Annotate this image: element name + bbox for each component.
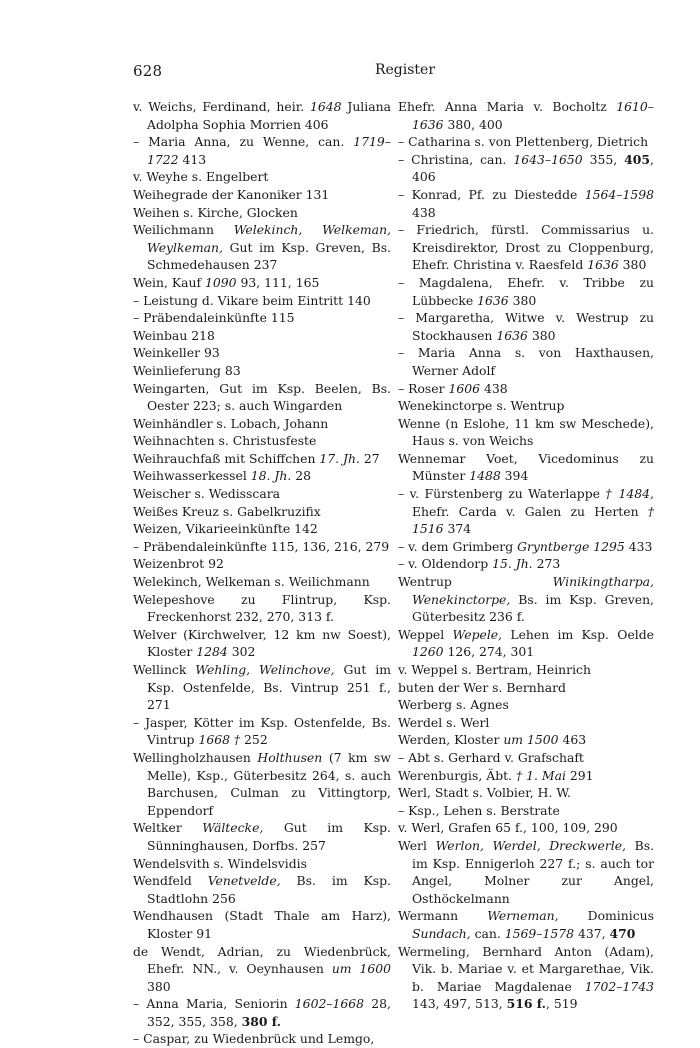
- entry-text: can.: [470, 925, 505, 941]
- entry-text: 1602–1668: [294, 996, 365, 1012]
- entry-text: 28, 352, 355, 358,: [147, 996, 391, 1029]
- index-entry: [398, 696, 654, 714]
- entry-text: Gryntberge 1295: [517, 538, 625, 554]
- index-entry: [398, 714, 654, 732]
- entry-text: Ehefr. Carda v. Galen zu Herten: [412, 503, 648, 519]
- entry-text: – Magdalena, Ehefr. v. Tribbe zu Lübbecke: [398, 274, 654, 308]
- entry-text: v. Weichs, Ferdinand, heir.: [133, 99, 310, 114]
- index-entry: [133, 872, 391, 907]
- entry-text: Dominicus: [558, 908, 654, 924]
- index-entry: [133, 1030, 391, 1048]
- entry-text: – Catharina s. von Plettenberg, Dietrich: [398, 134, 649, 150]
- entry-text: 437,: [574, 925, 610, 941]
- entry-text: – Maria Anna s. von Haxthausen, Werner Adolf: [398, 345, 654, 378]
- index-entry: [398, 133, 654, 151]
- entry-text: Werlon, Werdel, Dreckwerle,: [435, 837, 626, 853]
- index-entry: [398, 819, 654, 837]
- entry-text: Weingarten, Gut im Ksp. Beelen, Bs. Oester 223; s. auch Wingarden: [133, 380, 391, 414]
- entry-text: Weltker: [133, 820, 203, 836]
- entry-text: 1643–1650: [513, 151, 583, 167]
- index-entry: [133, 133, 391, 168]
- entry-text: † 1516: [412, 503, 654, 537]
- entry-text: Gut im Ksp. Greven, Bs. Schmedehausen 237: [147, 239, 391, 273]
- entry-text: 126, 274, 301: [443, 644, 535, 660]
- entry-text: 380 f.: [241, 1013, 281, 1029]
- index-entry: [398, 784, 654, 802]
- entry-text: Ehefr. Anna Maria v. Bocholtz: [398, 99, 617, 114]
- entry-text: 1610–1636: [412, 99, 654, 132]
- index-entry: [398, 749, 654, 767]
- index-column-left: [133, 98, 391, 1048]
- entry-text: Werl, Stadt s. Volbier, H. W.: [398, 785, 571, 801]
- entry-text: – Caspar, zu Wiedenbrück und Lemgo,: [133, 1031, 375, 1047]
- entry-text: 252: [244, 732, 268, 748]
- index-entry: [133, 327, 391, 345]
- entry-text: Weihnachten s. Christusfeste: [133, 433, 317, 449]
- entry-text: – v. Fürstenberg zu Waterlappe: [398, 486, 606, 502]
- entry-text: Sundach,: [412, 925, 471, 941]
- entry-text: Wendfeld: [133, 873, 208, 889]
- entry-text: Gut im Ksp. Sünninghausen, Dorfbs. 257: [147, 820, 391, 853]
- entry-text: 380: [618, 257, 647, 273]
- index-entry: [398, 573, 654, 626]
- entry-text: Weischer s. Wedisscara: [133, 486, 281, 502]
- entry-text: † 1484,: [605, 486, 654, 502]
- entry-text: 273: [532, 556, 561, 572]
- entry-text: Venetvelde,: [207, 873, 281, 889]
- entry-text: v. Weyhe s. Engelbert: [133, 169, 269, 185]
- index-entry: [133, 714, 391, 749]
- entry-text: 380: [527, 327, 556, 343]
- entry-text: – v. dem Grimberg: [398, 538, 518, 554]
- index-entry: [133, 467, 391, 485]
- entry-text: Lehen im Ksp. Oelde: [502, 626, 655, 642]
- entry-text: – Ksp., Lehen s. Berstrate: [398, 802, 560, 818]
- entry-text: 291: [565, 767, 594, 783]
- entry-text: Welekinch, Welkeman s. Weilichmann: [133, 574, 370, 590]
- entry-text: Welekinch, Welkeman, Weylkeman,: [147, 222, 391, 255]
- index-entry: [398, 151, 654, 186]
- entry-text: – Abt s. Gerhard v. Grafschaft: [398, 749, 584, 765]
- index-entry: [398, 555, 654, 573]
- entry-text: 1488: [469, 468, 501, 484]
- entry-text: 394: [500, 468, 529, 484]
- entry-text: – Präbendaleinkünfte 115, 136, 216, 279: [133, 538, 390, 554]
- entry-text: Weinlieferung 83: [133, 362, 241, 378]
- entry-text: Weinkeller 93: [133, 345, 220, 361]
- entry-text: 1648: [310, 99, 342, 114]
- entry-text: Weihwasserkessel: [133, 468, 251, 484]
- entry-text: – Roser: [398, 380, 449, 396]
- entry-text: 17. Jh.: [319, 450, 360, 466]
- entry-text: 93, 111, 165: [236, 274, 320, 290]
- index-entry: [398, 802, 654, 820]
- entry-text: Weizenbrot 92: [133, 556, 224, 572]
- entry-text: Wendhausen (Stadt Thale am Harz), Kloster 91: [133, 908, 391, 941]
- entry-text: 463: [558, 732, 587, 748]
- index-entry: [398, 485, 654, 538]
- entry-text: , 406: [412, 151, 654, 185]
- index-entry: [133, 309, 391, 327]
- index-entry: [133, 520, 391, 538]
- index-entry: [398, 221, 654, 274]
- index-entry: [133, 362, 391, 380]
- index-entry: [133, 450, 391, 468]
- entry-text: Wepele,: [452, 626, 503, 642]
- index-entry: [133, 380, 391, 415]
- entry-text: buten der Wer s. Bernhard: [398, 679, 566, 695]
- entry-text: Juliana Adolpha Sophia Morrien 406: [147, 99, 391, 132]
- entry-text: 18. Jh.: [250, 468, 292, 484]
- index-entry: [133, 204, 391, 222]
- entry-text: 1702–1743: [584, 978, 654, 994]
- index-entry: [133, 661, 391, 714]
- entry-text: 516 f.: [506, 996, 546, 1012]
- index-entry: [133, 292, 391, 310]
- entry-text: Weizen, Vikarieeinkünfte 142: [133, 521, 318, 537]
- entry-text: 433: [624, 538, 653, 554]
- index-entry: [133, 485, 391, 503]
- entry-text: 438: [412, 204, 436, 220]
- entry-text: – Jasper, Kötter im Ksp. Ostenfelde, Bs. Vintrup: [133, 714, 391, 748]
- entry-text: 1636: [477, 292, 509, 308]
- entry-text: Wendelsvith s. Windelsvidis: [133, 855, 307, 871]
- entry-text: – Konrad, Pf. zu Diestedde: [398, 186, 585, 202]
- entry-text: Wennemar Voet, Vicedominus zu Münster: [398, 450, 654, 484]
- entry-text: Werneman,: [487, 908, 559, 924]
- entry-text: 1668 †: [198, 732, 245, 748]
- entry-text: Werl: [398, 837, 436, 853]
- index-entry: [133, 503, 391, 521]
- entry-text: – Maria Anna, zu Wenne, can.: [133, 134, 354, 150]
- index-entry: [133, 943, 391, 996]
- entry-text: 1636: [587, 257, 619, 273]
- entry-text: Weihrauchfaß mit Schiffchen: [133, 450, 320, 466]
- entry-text: Wentrup: [398, 574, 553, 590]
- index-entry: [133, 855, 391, 873]
- entry-text: Weppel: [398, 626, 453, 642]
- entry-text: Bs. im Ksp. Ennigerloh 227 f.; s. auch tor Angel, Molner zur Angel, Osthöckelmann: [412, 837, 654, 906]
- page-number: 628: [133, 62, 163, 80]
- entry-text: 1636: [496, 327, 528, 343]
- entry-text: Gut im Ksp. Ostenfelde, Bs. Vintrup 251 f., 271: [147, 662, 392, 713]
- entry-text: – Anna Maria, Seniorin: [133, 996, 295, 1012]
- index-entry: [133, 415, 391, 433]
- index-entry: [398, 344, 654, 379]
- entry-text: Welver (Kirchwelver, 12 km nw Soest), Kloster: [133, 626, 391, 660]
- index-entry: [133, 591, 391, 626]
- entry-text: Werdel s. Werl: [398, 714, 490, 730]
- index-entry: [133, 555, 391, 573]
- entry-text: v. Werl, Grafen 65 f., 100, 109, 290: [398, 820, 618, 836]
- index-entry: [133, 995, 391, 1030]
- entry-text: , 519: [545, 996, 578, 1012]
- entry-text: Wein, Kauf: [133, 274, 206, 290]
- entry-text: – v. Oldendorp: [398, 556, 493, 572]
- index-entry: [133, 186, 391, 204]
- index-entry: [398, 397, 654, 415]
- entry-text: 470: [609, 925, 636, 941]
- entry-text: 1606: [448, 380, 481, 396]
- entry-text: 405: [624, 151, 651, 167]
- entry-text: Weißes Kreuz s. Gabelkruzifix: [133, 503, 321, 519]
- entry-text: de Wendt, Adrian, zu Wiedenbrück, Ehefr. NN., v. Oeynhausen: [133, 943, 391, 977]
- index-entry: [398, 450, 654, 485]
- index-entry: [398, 943, 654, 1013]
- entry-text: Werden, Kloster: [398, 732, 504, 748]
- entry-text: (7 km sw Melle), Ksp., Güterbesitz 264, s. auch Barchusen, Culman zu Vittingtorp, Eppendorf: [147, 749, 391, 818]
- index-entry: [133, 749, 391, 819]
- entry-text: 374: [443, 521, 472, 537]
- entry-text: 1719–1722: [147, 134, 391, 167]
- entry-text: Weinbau 218: [133, 327, 215, 343]
- index-entry: [133, 573, 391, 591]
- entry-text: 438: [480, 380, 508, 396]
- entry-text: Weinhändler s. Lobach, Johann: [133, 415, 329, 431]
- entry-text: – Margaretha, Witwe v. Westrup zu Stockhausen: [398, 310, 654, 343]
- index-entry: [398, 679, 654, 697]
- entry-text: 302: [227, 644, 256, 660]
- index-entry: [133, 221, 391, 274]
- entry-text: – Leistung d. Vikare beim Eintritt 140: [133, 292, 371, 308]
- entry-text: – Präbendaleinkünfte 115: [133, 310, 295, 326]
- index-entry: [398, 767, 654, 785]
- index-entry: [398, 274, 654, 309]
- index-entry: [398, 907, 654, 942]
- index-entry: [398, 626, 654, 661]
- index-entry: [398, 661, 654, 679]
- entry-text: 1569–1578: [504, 925, 575, 941]
- entry-text: Holthusen: [257, 749, 323, 765]
- entry-text: 1090: [205, 274, 237, 290]
- entry-text: Weihegrade der Kanoniker 131: [133, 186, 330, 202]
- index-entry: [398, 186, 654, 221]
- entry-text: 413: [178, 151, 207, 167]
- index-entry: [133, 274, 391, 292]
- entry-text: um 1600: [331, 961, 391, 977]
- index-entry: [398, 538, 654, 556]
- entry-text: Bs. im Ksp. Stadtlohn 256: [147, 873, 391, 906]
- index-entry: [398, 837, 654, 907]
- entry-text: Welepeshove zu Flintrup, Ksp. Freckenhorst 232, 270, 313 f.: [133, 591, 391, 625]
- entry-text: Wehling, Welinchove,: [195, 662, 335, 677]
- entry-text: v. Weppel s. Bertram, Heinrich: [398, 662, 591, 677]
- index-entry: [398, 309, 654, 344]
- index-entry: [398, 731, 654, 749]
- entry-text: Wenne (n Eslohe, 11 km sw Meschede), Haus s. von Weichs: [398, 415, 654, 449]
- entry-text: Wellingholzhausen: [133, 749, 258, 765]
- index-entry: [133, 819, 391, 854]
- entry-text: 380, 400: [443, 116, 503, 132]
- entry-text: 1564–1598: [584, 186, 654, 202]
- entry-text: Werberg s. Agnes: [398, 697, 509, 713]
- entry-text: 15. Jh.: [492, 556, 533, 572]
- index-entry: [133, 626, 391, 661]
- entry-text: 1260: [412, 644, 444, 660]
- entry-text: 28: [291, 468, 312, 484]
- entry-text: – Friedrich, fürstl. Commissarius u. Kreisdirektor, Drost zu Cloppenburg, Ehefr. Christina v. Raesfeld: [398, 222, 654, 273]
- entry-text: Weihen s. Kirche, Glocken: [133, 204, 298, 220]
- entry-text: Wermann: [398, 908, 488, 924]
- entry-text: 355,: [582, 151, 625, 167]
- index-entry: [133, 432, 391, 450]
- index-entry: [133, 538, 391, 556]
- index-entry: [133, 907, 391, 942]
- entry-text: Wenekinctorpe s. Wentrup: [398, 398, 565, 414]
- entry-text: 1284: [196, 644, 228, 660]
- entry-text: 380: [508, 292, 537, 308]
- index-column-right: [398, 98, 654, 1013]
- index-entry: [398, 98, 654, 133]
- entry-text: 380: [147, 978, 171, 994]
- entry-text: 27: [359, 450, 380, 466]
- entry-text: Winikingtharpa, Wenekinctorpe,: [412, 574, 654, 607]
- entry-text: Wermeling, Bernhard Anton (Adam), Vik. b. Mariae v. et Margarethae, Vik. b. Mariae Magdalenae: [398, 943, 654, 994]
- entry-text: Werenburgis, Äbt.: [398, 767, 516, 783]
- index-entry: [398, 380, 654, 398]
- index-entry: [133, 98, 391, 133]
- index-entry: [133, 344, 391, 362]
- entry-text: Bs. im Ksp. Greven, Güterbesitz 236 f.: [412, 591, 654, 625]
- index-entry: [133, 168, 391, 186]
- entry-text: Weilichmann: [133, 222, 234, 238]
- entry-text: Wellinck: [133, 662, 196, 677]
- index-entry: [398, 415, 654, 450]
- entry-text: um 1500: [503, 732, 559, 748]
- running-head: Register: [374, 62, 436, 78]
- entry-text: – Christina, can.: [398, 151, 514, 167]
- entry-text: † 1. Mai: [516, 767, 566, 783]
- entry-text: Wältecke,: [202, 820, 264, 836]
- entry-text: 143, 497, 513,: [412, 996, 507, 1012]
